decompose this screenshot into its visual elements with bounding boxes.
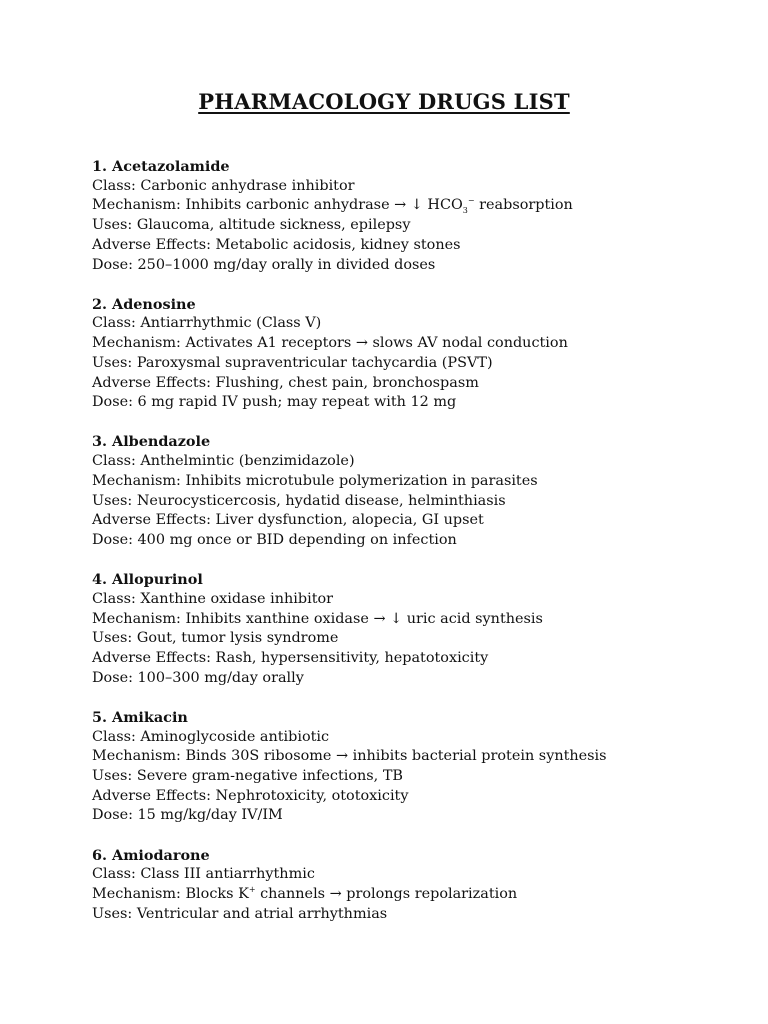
drug-heading: 6. Amiodarone <box>92 846 210 864</box>
drug-entry-adenosine <box>92 295 732 413</box>
drug-entry-acetazolamide <box>92 157 732 275</box>
drug-adverse-effects: Adverse Effects: Flushing, chest pain, bronchospasm <box>92 374 479 391</box>
drug-adverse-effects: Adverse Effects: Rash, hypersensitivity, hepatotoxicity <box>92 649 489 666</box>
drug-dose: Dose: 100–300 mg/day orally <box>92 669 304 686</box>
drug-uses: Uses: Ventricular and atrial arrhythmias <box>92 905 388 922</box>
drug-entry-allopurinol <box>92 570 732 688</box>
drug-dose: Dose: 15 mg/kg/day IV/IM <box>92 807 283 824</box>
drug-uses: Uses: Neurocysticercosis, hydatid disease, helminthiasis <box>92 492 506 509</box>
drug-mechanism <box>92 196 732 216</box>
drug-class: Class: Xanthine oxidase inhibitor <box>92 590 334 607</box>
drug-heading: 1. Acetazolamide <box>92 158 230 175</box>
drug-class: Class: Carbonic anhydrase inhibitor <box>92 177 355 194</box>
drug-uses: Uses: Severe gram-negative infections, TB <box>92 767 403 784</box>
drug-mechanism: Mechanism: Inhibits xanthine oxidase → ↓ uric acid synthesis <box>92 610 543 627</box>
drug-class: Class: Aminoglycoside antibiotic <box>92 728 330 745</box>
drug-adverse-effects: Adverse Effects: Nephrotoxicity, ototoxicity <box>92 787 409 804</box>
drug-heading: 5. Amikacin <box>92 708 188 726</box>
drug-uses: Uses: Gout, tumor lysis syndrome <box>92 630 339 647</box>
drug-class: Class: Anthelmintic (benzimidazole) <box>92 453 355 470</box>
drug-mechanism <box>92 885 732 905</box>
drug-dose: Dose: 250–1000 mg/day orally in divided doses <box>92 256 436 273</box>
drug-uses: Uses: Paroxysmal supraventricular tachycardia (PSVT) <box>92 354 493 371</box>
drug-mechanism: Mechanism: Inhibits microtubule polymerization in parasites <box>92 472 538 489</box>
drug-heading: 4. Allopurinol <box>92 571 203 589</box>
drug-heading: 2. Adenosine <box>92 295 196 313</box>
drug-heading: 3. Albendazole <box>92 433 211 451</box>
drug-adverse-effects: Adverse Effects: Metabolic acidosis, kidney stones <box>92 236 461 253</box>
drug-entry-amiodarone <box>92 846 732 925</box>
subscript-text: 3 <box>462 206 468 216</box>
drug-adverse-effects: Adverse Effects: Liver dysfunction, alopecia, GI upset <box>92 512 484 529</box>
drug-dose: Dose: 400 mg once or BID depending on infection <box>92 531 457 548</box>
mechanism-text-end: reabsorption <box>474 197 573 214</box>
mechanism-text-end: channels → prolongs repolarization <box>255 886 518 902</box>
drug-entry-albendazole <box>92 432 732 550</box>
page-title <box>0 89 768 115</box>
drug-mechanism: Mechanism: Activates A1 receptors → slows AV nodal conduction <box>92 335 568 352</box>
drug-class: Class: Class III antiarrhythmic <box>92 866 315 883</box>
drug-class: Class: Antiarrhythmic (Class V) <box>92 315 322 332</box>
mechanism-text: Mechanism: Inhibits carbonic anhydrase → ↓ HCO <box>92 197 463 214</box>
mechanism-text: Mechanism: Blocks K <box>92 886 249 902</box>
drug-list <box>92 157 732 944</box>
drug-dose: Dose: 6 mg rapid IV push; may repeat with 12 mg <box>92 394 457 411</box>
drug-mechanism: Mechanism: Binds 30S ribosome → inhibits bacterial protein synthesis <box>92 748 607 765</box>
superscript-text: − <box>467 196 475 206</box>
drug-entry-amikacin <box>92 708 732 826</box>
superscript-text: + <box>248 885 256 895</box>
page-title-text: PHARMACOLOGY DRUGS LIST <box>198 89 570 114</box>
drug-uses: Uses: Glaucoma, altitude sickness, epilepsy <box>92 217 411 234</box>
